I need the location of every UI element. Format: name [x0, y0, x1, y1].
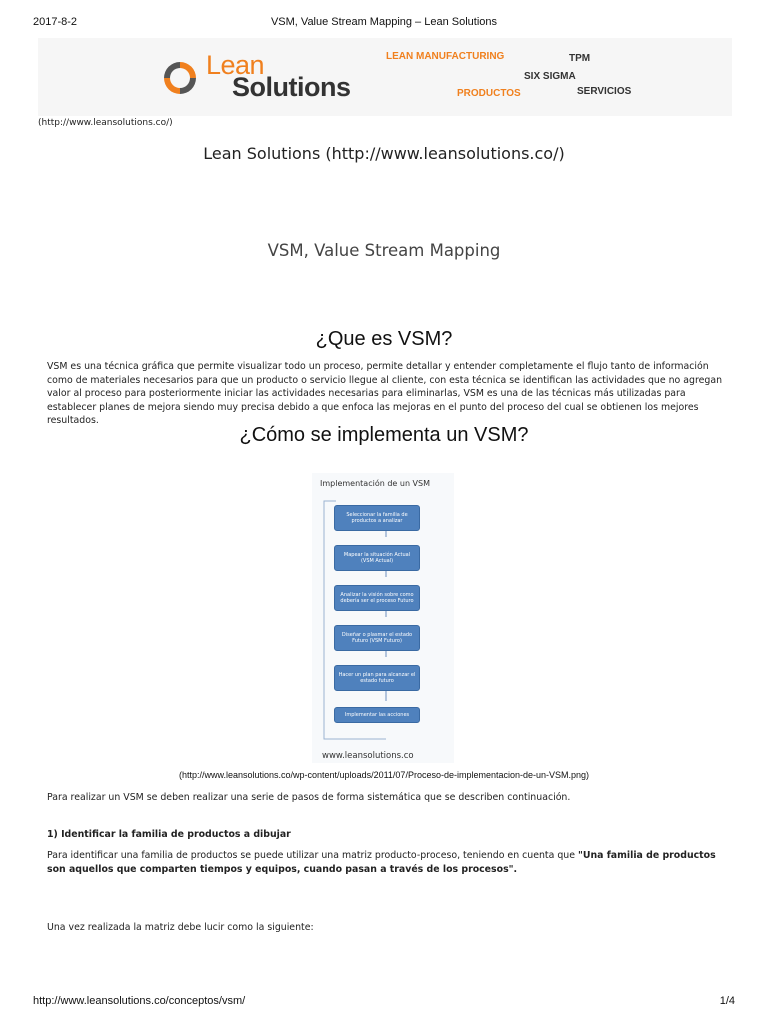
step1-bold-quote: "Una familia de productos son aquellos que comparten tiempos y equipos, cuando pasan a través de los procesos".: [47, 850, 716, 875]
site-banner: [38, 38, 732, 116]
flow-step-5: Hacer un plan para alcanzar el estado futuro: [334, 665, 420, 691]
page-title: VSM, Value Stream Mapping: [267, 241, 501, 260]
vsm-definition-paragraph: VSM es una técnica gráfica que permite visualizar todo un proceso, permite detallar y entender completamente el flujo tanto de información como de materiales necesarios para que un producto o servicio llegue al cliente, con esta técnica se identifican las actividades que no agregan valor al proceso para posteriormente iniciar las actividades necesarias para eliminarlas, VSM es una de las técnicas más utilizadas para establecer planes de mejora siendo muy precisa debido a que enfoca las mejoras en el punto del proceso del cual se obtienen los mejores resultados.: [47, 361, 723, 426]
step1-text: Para identificar una familia de productos se puede utilizar una matriz producto-proceso, teniendo en cuenta que: [47, 850, 578, 861]
print-title: VSM, Value Stream Mapping – Lean Solutions: [270, 16, 498, 28]
flow-step-1: Seleccionar la familia de productos a analizar: [334, 505, 420, 531]
flow-step-2: Mapear la situación Actual (VSM Actual): [334, 545, 420, 571]
flow-step-6: Implementar las acciones: [334, 707, 420, 723]
implementation-flow-figure: [312, 473, 454, 763]
figure-footer: www.leansolutions.co: [322, 751, 414, 761]
heading-como-se-implementa: ¿Cómo se implementa un VSM?: [239, 424, 529, 446]
nav-six-sigma[interactable]: SIX SIGMA: [524, 71, 576, 82]
page-number: 1/4: [719, 995, 735, 1007]
cycle-arrows-icon: [160, 58, 200, 98]
nav-lean-manufacturing[interactable]: LEAN MANUFACTURING: [386, 51, 505, 62]
site-title-link[interactable]: Lean Solutions (http://www.leansolutions.co/): [203, 144, 565, 163]
logo-word-lean: Lean: [206, 50, 265, 80]
nav-servicios[interactable]: SERVICIOS: [577, 86, 632, 97]
nav-tpm[interactable]: TPM: [569, 53, 591, 64]
banner-source-link[interactable]: (http://www.leansolutions.co/): [38, 118, 173, 128]
matrix-intro-paragraph: Una vez realizada la matriz debe lucir como la siguiente:: [47, 922, 314, 933]
flow-step-3: Analizar la visión sobre como debería ser el proceso Futuro: [334, 585, 420, 611]
nav-productos[interactable]: PRODUCTOS: [457, 88, 521, 99]
figure-title: Implementación de un VSM: [320, 479, 431, 488]
intro-paragraph: Para realizar un VSM se deben realizar una serie de pasos de forma sistemática que se describen continuación.: [47, 792, 571, 803]
step1-heading: 1) Identificar la familia de productos a dibujar: [47, 829, 291, 840]
site-logo[interactable]: [160, 50, 360, 100]
heading-que-es-vsm: ¿Que es VSM?: [315, 328, 453, 350]
logo-word-solutions: Solutions: [232, 72, 351, 102]
print-footer-url: http://www.leansolutions.co/conceptos/vsm/: [33, 995, 246, 1007]
print-date: 2017-8-2: [33, 16, 78, 28]
flow-step-4: Diseñar o plasmar el estado Futuro (VSM Futuro): [334, 625, 420, 651]
step1-paragraph: [47, 849, 723, 876]
figure-caption-link[interactable]: (http://www.leansolutions.co/wp-content/uploads/2011/07/Proceso-de-implementacion-de-un-VSM.png): [178, 770, 590, 780]
